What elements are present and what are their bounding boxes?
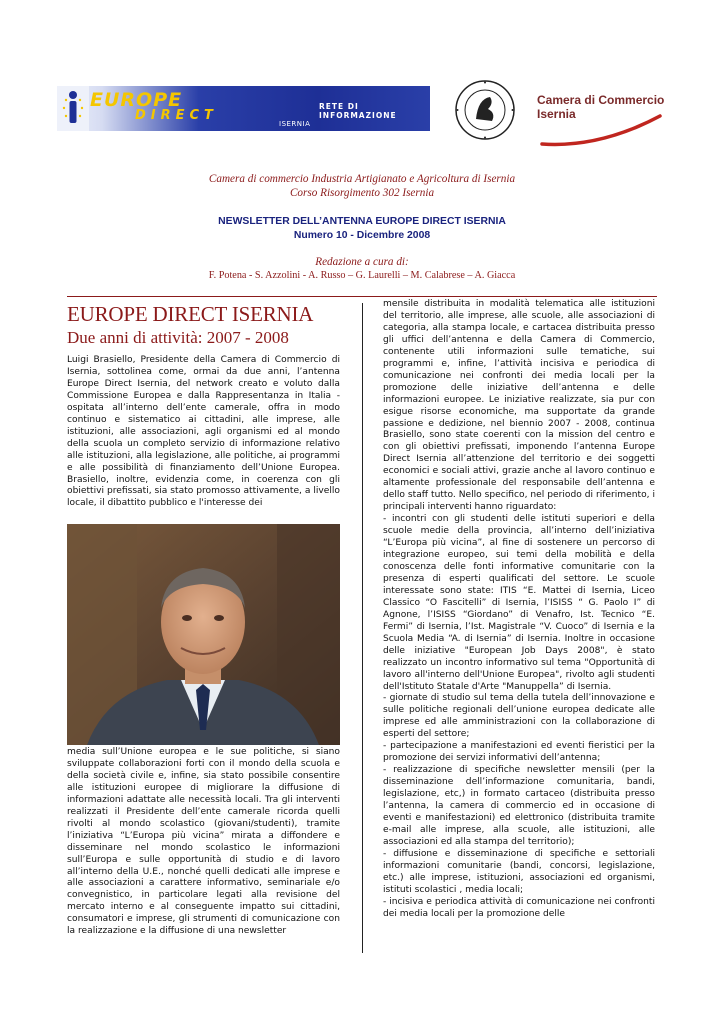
left-column-paragraph-2: media sull’Unione europea e le sue politiche, si siano sviluppate collaborazioni forti con il mondo della scuola e della società civile e, infine, sia stato possibile consentire alle istituzioni europee di migliorare la diffusione di informazioni adattate alle necessità locali. Tra gli interventi realizzati il Presidente dell’ente camerale ricorda quelli rivolti al mondo scolastico (giovani/studenti), tramite l’iniziativa “L’Europa più vicina” mirata a diffondere e disseminare nel mondo scolastico le informazioni sull’Europa e sulle opportunità di studio e di lavoro all’interno della U.E., nonché quelli dedicati alle imprese e alle associazioni a carattere informativo, seminariale e/o convegnistico, in particolare legati alla revisione del mercato interno e al conseguente impatto sui cittadini, consumatori e imprese, gli strumenti di comunicazione con la realizzazione e la diffusione di una newsletter [67,747,340,937]
europe-direct-info-icon [57,86,89,131]
chamber-logo-line2: Isernia [537,107,576,121]
right-column-text: mensile distribuita in modalità telematica alle istituzioni del territorio, alle imprese, alle scuole, alle associazioni di categoria, alla stampa locale, e cartacea distribuita presso gli uffici dell’antenna e della Camera di Commercio, contenente utili informazioni sulle tematiche, sui programmi e, infine, l’attività incisiva e periodica di comunicazione nei confronti dei media locali per la promozione delle iniziative dell’antenna e delle informazioni europee. Le iniziative realizzate, sia pur con esigue risorse economiche, ma supportate da grande passione e dedizione, nel biennio 2007 - 2008, continua Brasiello, sono state coerenti con la mission del centro e con gli obiettivi prefissati, imponendo l’antenna Europe Direct Isernia all’attenzione del territorio e dei soggetti economici e sociali attivi, grazie anche al lavoro continuo e altamente professionale del responsabile dell’antenna e dello staff tutto. Nello specifico, nel periodo di riferimento, i principali interventi hanno riguardato: - incontri con gli studenti delle istituti superiori e della scuole medie della provincia, all’interno dell’iniziativa “L’Europa più vicina”, al fine di sostenere un percorso di integrazione europeo, sui temi della mobilità e della conoscenza delle fonti informative comunitarie con la presenza di esperti qualificati del settore. Le scuole interessate sono state: ITIS “E. Mattei di Isernia, Liceo Classico “O Fascitelli” di Isernia, l’ISISS “ G. Paolo I” di Agnone, l’ISISS “Giordano” di Venafro, Ist. Tecnico “E. Fermi” di Isernia, l’Ist. Magistrale “V. Cuoco” di Isernia e la Scuola Media “A. di Isernia” di Isernia. Inoltre in occasione delle iniziative "European Job Days 2008", è stato realizzato un incontro informativo sul tema "Opportunità di lavoro all'interno dell'Unione Europea", rivolto agli studenti dell'Istituto Statale d'Arte "Manuppella” di Isernia. - giornate di studio sul tema della tutela dell’innovazione e sulle politiche regionali dell’unione europea dedicate alle imprese ed alle amministrazioni con la collaborazione di esperti del settore; - partecipazione a manifestazioni ed eventi fieristici per la promozione dei servizi informativi dell’antenna; - realizzazione di specifiche newsletter mensili (per la disseminazione dell’informazione comunitaria, bandi, legislazione, etc,) in formato cartaceo (distribuita presso l’antenna, la camera di commercio ed in occasione di eventi e manifestazioni) ed elettronico (distribuita tramite e-mail alle imprese, alla scuole, alle istituzioni, alle associazioni ed alla stampa del territorio); - diffusione e disseminazione di specifiche e settoriali informazioni comunitarie (bandi, concorsi, legislazione, etc.) alle imprese, istituzioni, associazioni ed organismi, istituti scolastici , media locali; - incisiva e periodica attività di comunicazione nei confronti dei media locali per la promozione delle [383,299,655,919]
network-label: RETE DI INFORMAZIONE [319,102,397,120]
chamber-logo-line1: Camera di Commercio [537,93,665,107]
europe-direct-logo-word1: EUROPE [90,89,183,111]
organization-line-1: Camera di commercio Industria Artigianato e Agricoltura di Isernia [208,173,516,185]
article-subheadline: Due anni di attività: 2007 - 2008 [67,328,289,347]
newsletter-issue: Numero 10 - Dicembre 2008 [293,230,431,241]
column-divider [362,303,363,953]
left-column-paragraph-1: Luigi Brasiello, Presidente della Camera di Commercio di Isernia, sottolinea come, ormai da due anni, l’antenna Europe Direct Isernia, del network creato e voluto dalla Commissione Europea e dalla Rappresentanza in Italia - ospitata all’interno dell’ente camerale, offra in modo continuo e sistematico ai cittadini, alle imprese, alle istituzioni, alle associazioni, agli organismi ed al mondo della scuola un completo servizio di informazione relativo alle istituzioni, alla legislazione, alle politiche, ai programmi e alle possibilità di finanziamento dell’Unione Europea. Brasiello, inoltre, evidenzia come, in coerenza con gli obiettivi prefissati, sia stato promosso attivamente, a livello locale, il dibattito pubblico e l'interesse dei [67,355,340,509]
chamber-swoosh-icon [540,104,662,148]
newsletter-title: NEWSLETTER DELL’ANTENNA EUROPE DIRECT ISERNIA [218,216,506,227]
masthead-divider [67,296,657,297]
editors-label: Redazione a cura di: [315,256,409,268]
organization-address: Corso Risorgimento 302 Isernia [289,187,435,199]
article-headline: EUROPE DIRECT ISERNIA [67,302,314,326]
europe-direct-logo-word2: DIRECT [135,108,218,123]
chamber-of-commerce-seal-icon [454,79,516,141]
portrait-photo [67,524,340,745]
banner-place-label: ISERNIA [279,120,311,128]
europe-direct-banner [57,86,430,131]
editors-names: F. Potena - S. Azzolini - A. Russo – G. Laurelli – M. Calabrese – A. Giacca [208,270,516,281]
